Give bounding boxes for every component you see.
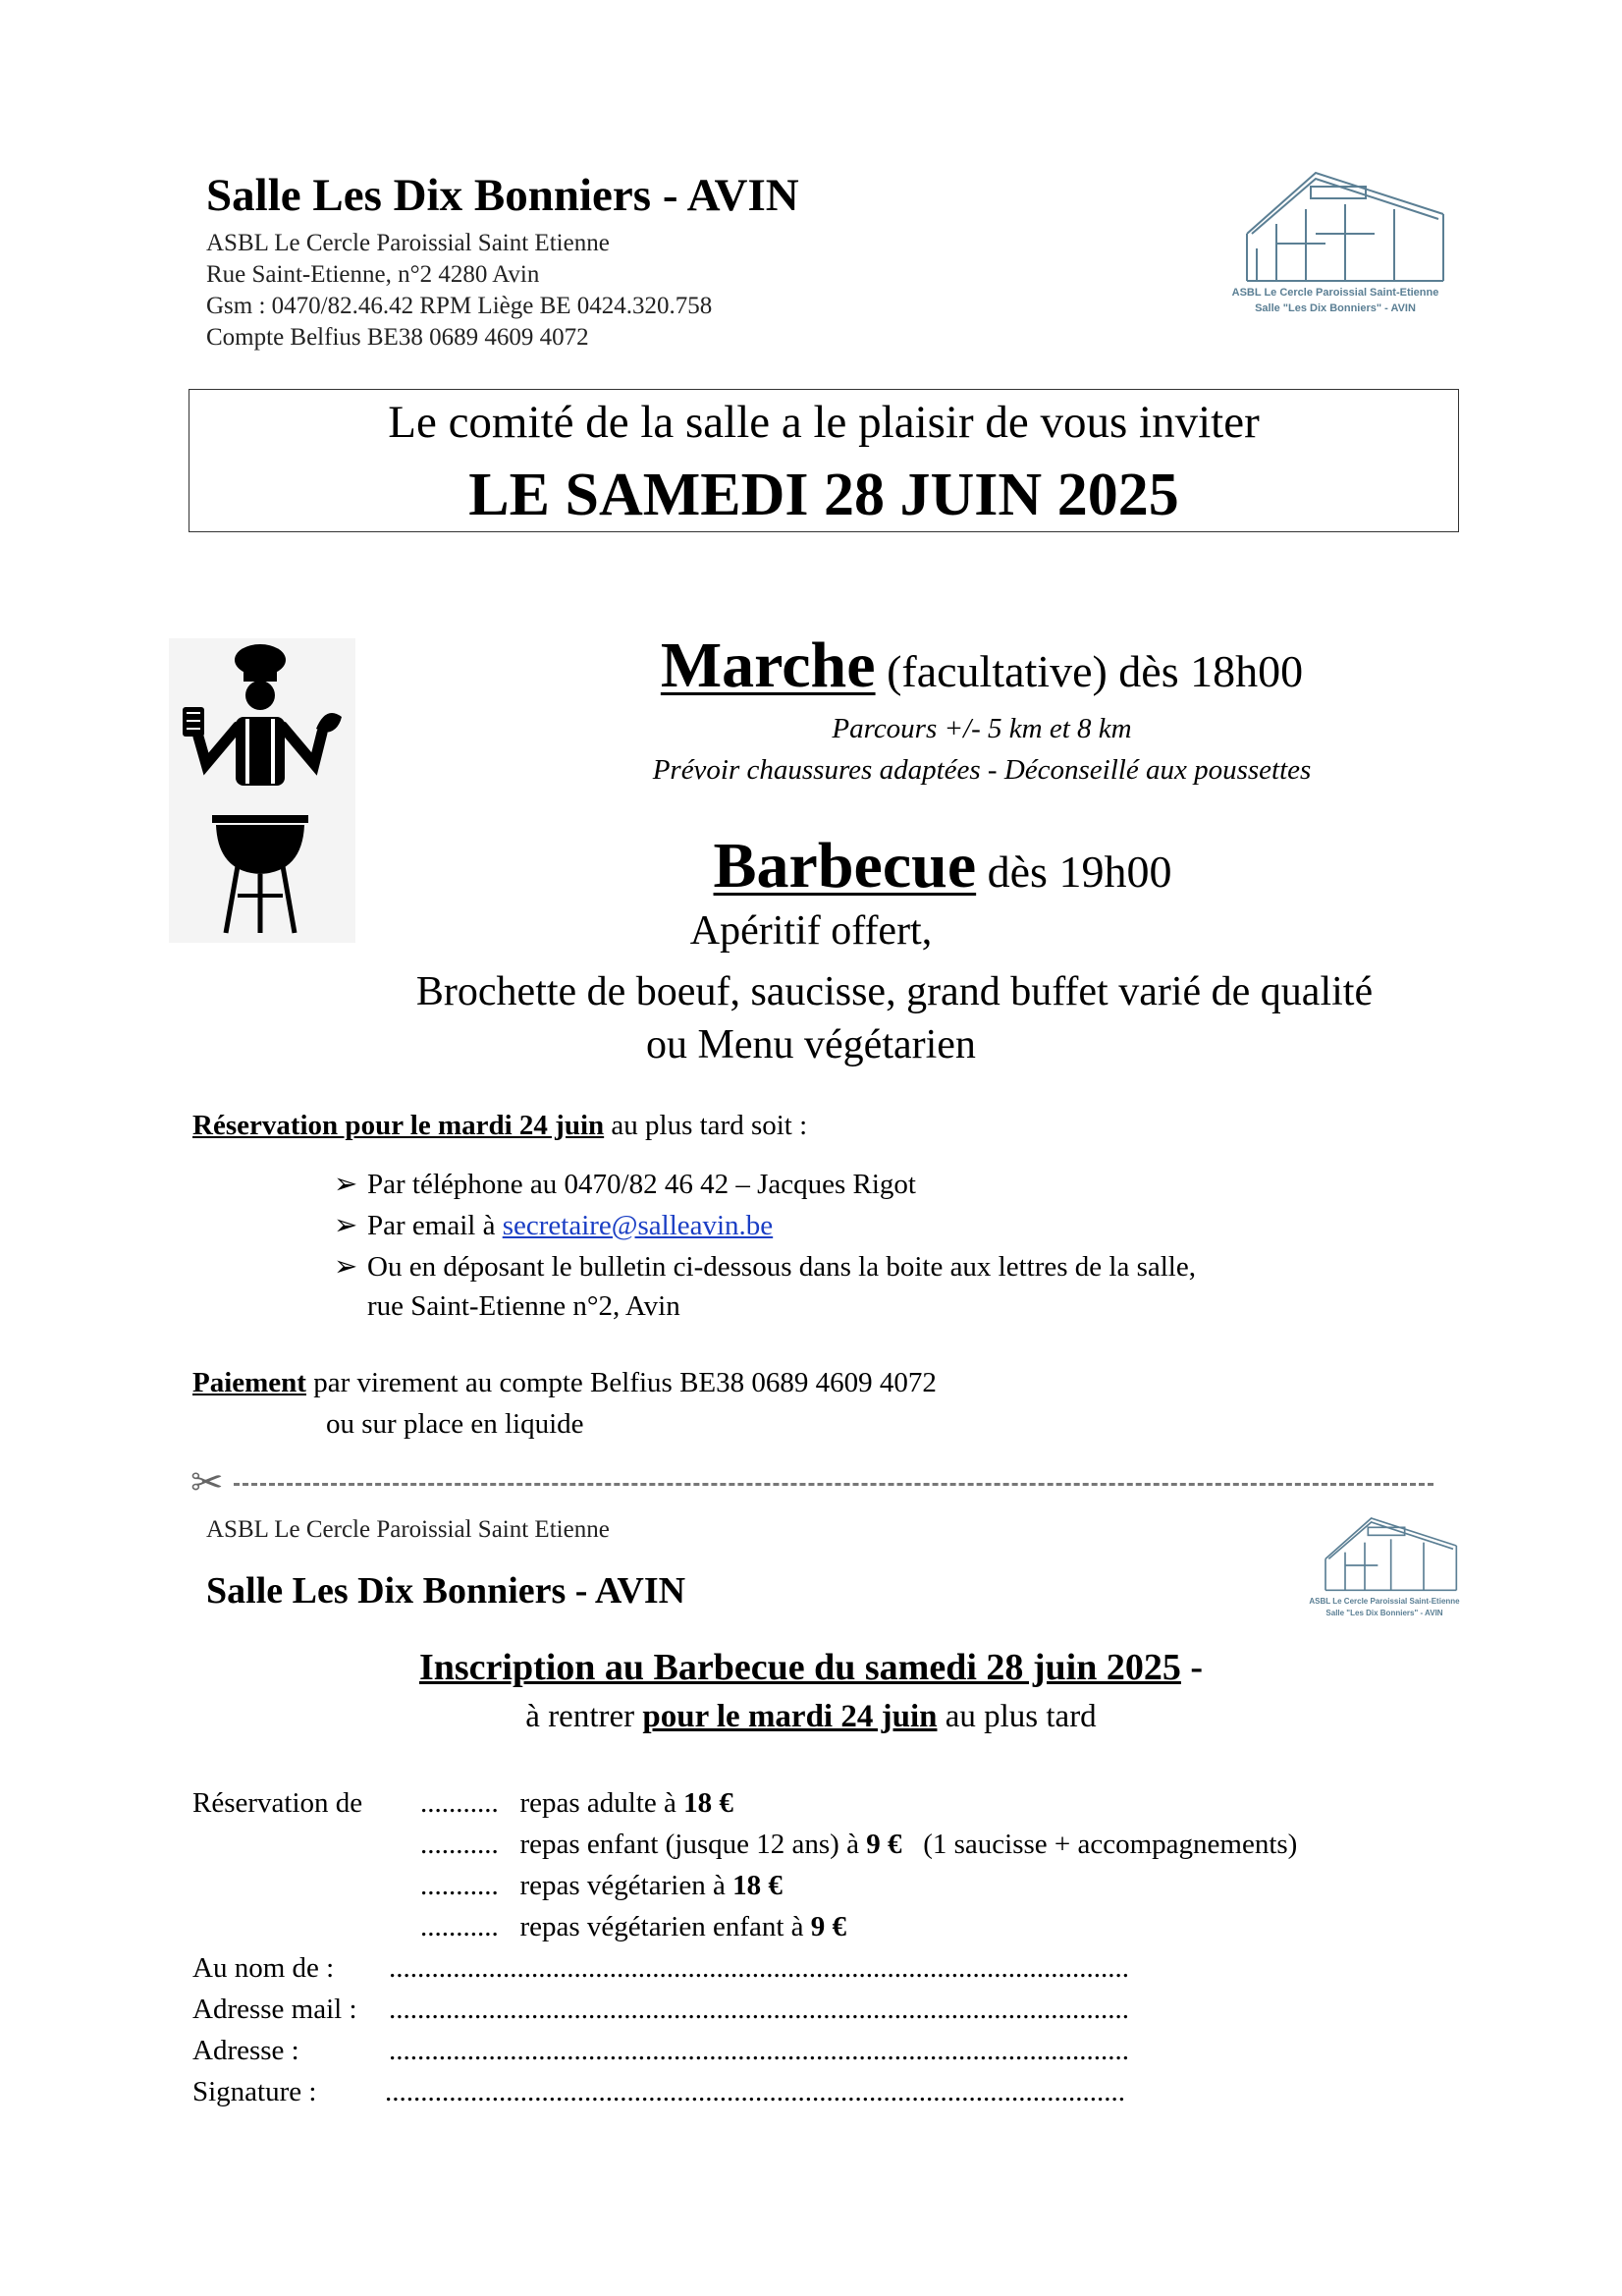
arrow-bullet-icon: ➢ bbox=[334, 1169, 358, 1200]
form-row-text: repas adulte à bbox=[519, 1787, 684, 1819]
bbq-chef-icon bbox=[169, 638, 355, 943]
phone-rpm-line: Gsm : 0470/82.46.42 RPM Liège BE 0424.320.758 bbox=[206, 293, 713, 319]
reservation-email-prefix: Par email à bbox=[367, 1210, 503, 1241]
invitation-date: LE SAMEDI 28 JUIN 2025 bbox=[468, 462, 1179, 528]
form-subtitle bbox=[0, 1699, 1622, 1735]
reservation-line bbox=[192, 1110, 807, 1142]
reservation-phone-text: Par téléphone au 0470/82 46 42 – Jacques Rigot bbox=[367, 1169, 916, 1200]
barbecue-time: dès 19h00 bbox=[976, 847, 1172, 897]
form-row-text: repas végétarien enfant à bbox=[519, 1911, 811, 1942]
field-email-label: Adresse mail : bbox=[192, 1994, 357, 2025]
form-row-price: 9 € bbox=[810, 1911, 847, 1942]
scissors-icon: ✂ bbox=[190, 1460, 224, 1504]
form-row-vegetarian-child bbox=[420, 1911, 846, 1943]
marche-detail-2: Prévoir chaussures adaptées - Déconseillé aux poussettes bbox=[652, 754, 1312, 786]
form-row-extra: (1 saucisse + accompagnements) bbox=[901, 1829, 1298, 1860]
form-subtitle-suffix: au plus tard bbox=[937, 1699, 1097, 1734]
reservation-item-mailbox bbox=[334, 1249, 1196, 1284]
street-address: Rue Saint-Etienne, n°2 4280 Avin bbox=[206, 261, 540, 288]
quantity-field[interactable]: ........... bbox=[420, 1911, 499, 1942]
marche-time: (facultative) dès 18h00 bbox=[875, 646, 1304, 696]
reservation-item-phone bbox=[334, 1167, 916, 1201]
quantity-field[interactable]: ........... bbox=[420, 1787, 499, 1819]
form-title-text: Inscription au Barbecue du samedi 28 juin 2025 bbox=[418, 1647, 1181, 1688]
form-title-dash: - bbox=[1180, 1647, 1204, 1688]
barbecue-aperitif: Apéritif offert, bbox=[689, 908, 933, 954]
quantity-field[interactable]: ........... bbox=[420, 1870, 499, 1901]
field-address-label: Adresse : bbox=[192, 2035, 299, 2066]
payment-cash: ou sur place en liquide bbox=[326, 1408, 584, 1440]
payment-label: Paiement bbox=[192, 1367, 306, 1398]
form-row-price: 18 € bbox=[683, 1787, 733, 1819]
reservation-item-email bbox=[334, 1208, 773, 1242]
form-row-vegetarian bbox=[420, 1870, 783, 1902]
barbecue-heading bbox=[471, 829, 1414, 903]
logo-small-line-1: ASBL Le Cercle Paroissial Saint-Etienne bbox=[1309, 1597, 1460, 1606]
barbecue-menu: Brochette de boeuf, saucisse, grand buffet varié de qualité bbox=[415, 969, 1374, 1014]
marche-heading bbox=[530, 629, 1433, 703]
form-row-price: 18 € bbox=[732, 1870, 783, 1901]
org-name: ASBL Le Cercle Paroissial Saint Etienne bbox=[206, 230, 610, 256]
field-name-label: Au nom de : bbox=[192, 1952, 335, 1984]
payment-account: par virement au compte Belfius BE38 0689 4609 4072 bbox=[305, 1367, 937, 1398]
form-title bbox=[0, 1646, 1622, 1689]
form-row-child bbox=[420, 1829, 1297, 1861]
form-subtitle-deadline: pour le mardi 24 juin bbox=[642, 1699, 938, 1734]
form-row-text: repas enfant (jusque 12 ans) à bbox=[519, 1829, 867, 1860]
email-link[interactable]: secretaire@salleavin.be bbox=[502, 1210, 774, 1241]
form-row-adult bbox=[420, 1787, 733, 1820]
payment-line bbox=[192, 1367, 937, 1399]
cut-line bbox=[234, 1483, 1433, 1486]
form-row-price: 9 € bbox=[866, 1829, 902, 1860]
form-reservation-label: Réservation de bbox=[192, 1787, 363, 1819]
reservation-mailbox-text: Ou en déposant le bulletin ci-dessous dans la boite aux lettres de la salle, bbox=[367, 1251, 1196, 1283]
field-email-input[interactable]: ........................................................................................................ bbox=[389, 1994, 1129, 2025]
reservation-deadline: Réservation pour le mardi 24 juin bbox=[192, 1110, 605, 1141]
field-name-input[interactable]: ........................................................................................................ bbox=[389, 1952, 1129, 1984]
barbecue-vegetarian: ou Menu végétarien bbox=[646, 1022, 976, 1067]
building-logo-icon bbox=[1217, 165, 1453, 293]
venue-logo bbox=[1217, 165, 1453, 322]
field-address-input[interactable]: ........................................................................................................ bbox=[389, 2035, 1129, 2066]
field-signature-label: Signature : bbox=[192, 2076, 317, 2107]
quantity-field[interactable]: ........... bbox=[420, 1829, 499, 1860]
logo-small-line-2: Salle "Les Dix Bonniers" - AVIN bbox=[1325, 1609, 1443, 1617]
invitation-box bbox=[189, 389, 1459, 532]
logo-line-1: ASBL Le Cercle Paroissial Saint-Etienne bbox=[1231, 287, 1439, 299]
arrow-bullet-icon: ➢ bbox=[334, 1251, 358, 1283]
form-venue: Salle Les Dix Bonniers - AVIN bbox=[206, 1570, 686, 1612]
arrow-bullet-icon: ➢ bbox=[334, 1210, 358, 1241]
form-row-text: repas végétarien à bbox=[519, 1870, 733, 1901]
barbecue-title: Barbecue bbox=[713, 830, 977, 902]
venue-title: Salle Les Dix Bonniers - AVIN bbox=[206, 170, 799, 221]
invitation-line-1: Le comité de la salle a le plaisir de vous inviter bbox=[388, 397, 1260, 448]
reservation-rest: au plus tard soit : bbox=[604, 1110, 808, 1141]
bbq-chef-illustration bbox=[169, 638, 355, 943]
bank-account: Compte Belfius BE38 0689 4609 4072 bbox=[206, 324, 589, 351]
venue-logo-small bbox=[1306, 1512, 1463, 1620]
marche-detail-1: Parcours +/- 5 km et 8 km bbox=[832, 713, 1132, 744]
form-subtitle-prefix: à rentrer bbox=[525, 1699, 643, 1734]
reservation-mailbox-address: rue Saint-Etienne n°2, Avin bbox=[367, 1290, 680, 1322]
logo-line-2: Salle "Les Dix Bonniers" - AVIN bbox=[1255, 302, 1416, 314]
marche-title: Marche bbox=[660, 629, 876, 701]
form-org: ASBL Le Cercle Paroissial Saint Etienne bbox=[206, 1516, 610, 1543]
field-signature-input[interactable]: ........................................................................................................ bbox=[385, 2076, 1125, 2107]
building-logo-icon bbox=[1306, 1512, 1463, 1599]
